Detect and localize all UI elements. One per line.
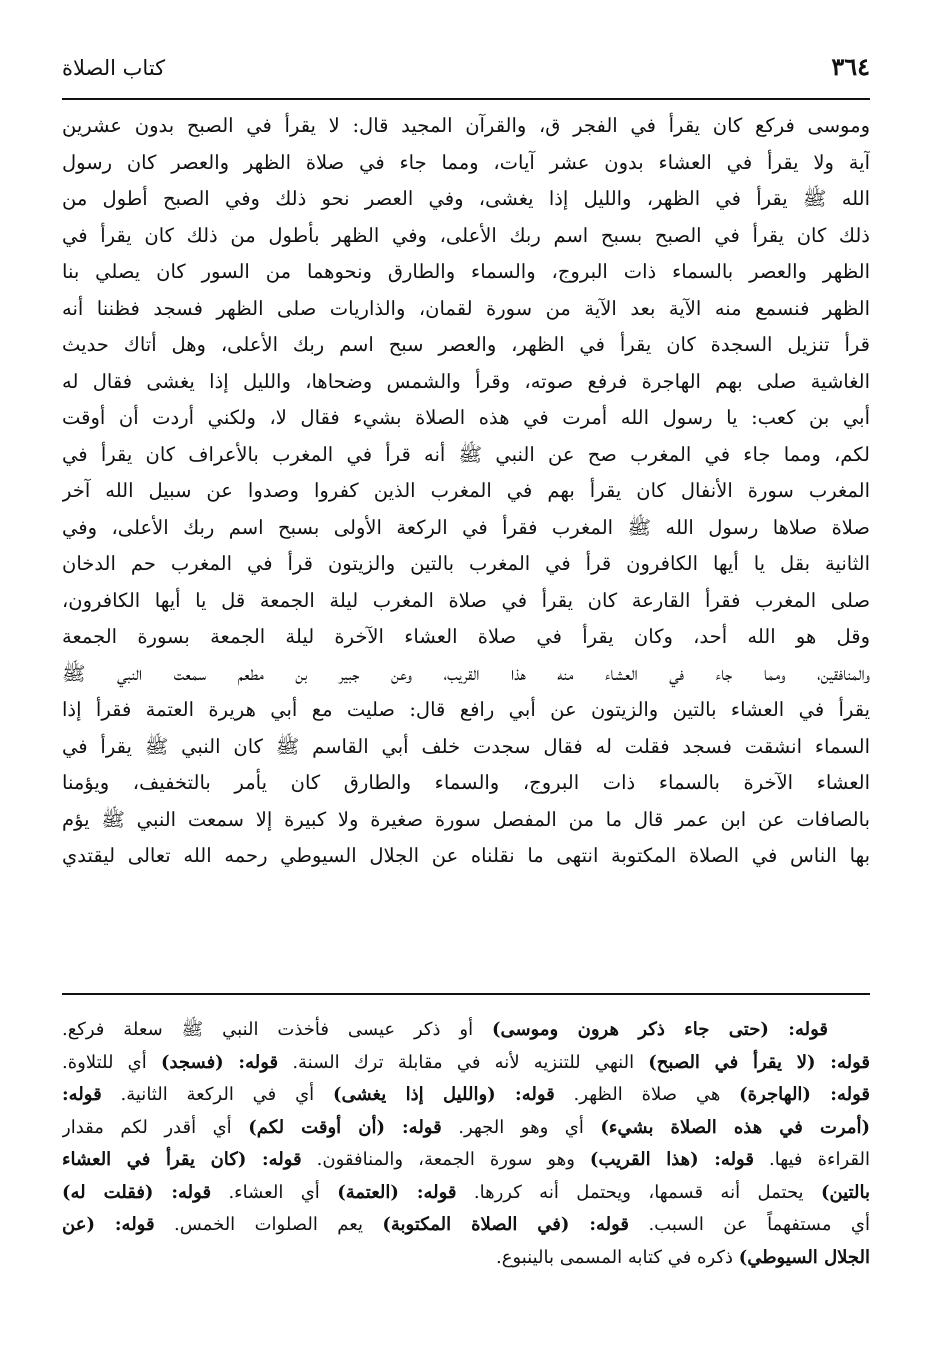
text-line: بالصافات عن ابن عمر قال ما من المفصل سورة صغيرة ولا كبيرة إلا سمعت النبي ﷺ يؤم [62, 807, 870, 831]
footnote-text: أو ذكر عيسى فأخذت النبي ﷺ سعلة فركع. [62, 1019, 492, 1040]
text-line: الغاشية صلى بهم الهاجرة فرفع صوته، وقرأ والشمس وضحاها، والليل إذا يغشى فقال له [62, 369, 870, 393]
text-line: ذلك كان يقرأ في الصبح بسبح اسم ربك الأعلى، وفي الظهر بأطول من ذلك كان يقرأ في [62, 223, 870, 247]
text-line: وموسى فركع كان يقرأ في الفجر ق، والقرآن المجيد قال: لا يقرأ في الصبح بدون عشرين [62, 114, 870, 137]
footnote-term: قوله: (فسجد) [160, 1051, 279, 1073]
text-line: والمنافقين، ومما جاء في العشاء منه هذا القريب، وعن جبير بن مطعم سمعت النبي ﷺ [62, 661, 870, 685]
footnote-term: قوله: (عن [62, 1214, 155, 1235]
footnote-text: أي في الركعة الثانية. [101, 1084, 333, 1105]
footnote-text: أي العشاء. [211, 1181, 338, 1203]
footnotes [62, 1014, 870, 1324]
text-line: بها الناس في الصلاة المكتوبة انتهى ما نقلناه عن الجلال السيوطي رحمه الله تعالى ليقتدي [62, 844, 870, 867]
text-line: أبي بن كعب: يا رسول الله أمرت في هذه الصلاة بشيء فقال لا، ولكني أردت أن أوقت [62, 406, 870, 429]
footnote-term: بالتين) [820, 1181, 870, 1203]
footnote-term: قوله: (كان يقرأ في العشاء [62, 1149, 302, 1170]
footnote-text: يحتمل أنه قسمها، ويحتمل أنه كررها. [456, 1181, 821, 1203]
page-header [62, 52, 870, 92]
footnote-term: قوله: (لا يقرأ في الصبح) [648, 1051, 870, 1073]
footnote-term: قوله: (فقلت له) [62, 1181, 212, 1203]
text-line: المغرب سورة الأنفال كان يقرأ بهم في المغرب الذين كفروا وصدوا عن سبيل الله آخر [62, 479, 870, 502]
footnote-term: قوله: (والليل إذا يغشى) [332, 1084, 555, 1105]
page-number: ٣٦٤ [831, 52, 870, 81]
footnote-line [62, 1242, 870, 1275]
text-line: صلى المغرب فقرأ القارعة كان يقرأ في صلاة المغرب ليلة الجمعة قل يا أيها الكافرون، [62, 588, 870, 612]
text-line: قرأ تنزيل السجدة كان يقرأ في الظهر، والعصر سبح اسم ربك الأعلى، وهل أتاك حديث [62, 333, 870, 356]
footnote-line [62, 1047, 870, 1080]
main-text [62, 108, 870, 986]
footnote-line [62, 1014, 870, 1047]
footnote-term: قوله: (حتى جاء ذكر هرون وموسى) [491, 1019, 828, 1040]
text-line: صلاة صلاها رسول الله ﷺ المغرب فقرأ في الركعة الأولى بسبح اسم ربك الأعلى، وفي [62, 515, 870, 539]
footnote-term: قوله: (هذا القريب) [589, 1149, 754, 1170]
footnote-text: أي مستفهماً عن السبب. [629, 1214, 870, 1235]
footnote-term: قوله: [62, 1084, 102, 1105]
footnote-term: قوله: (أن أوقت لكم) [248, 1116, 442, 1138]
footnote-term: قوله: (في الصلاة المكتوبة) [382, 1214, 630, 1235]
text-line: وقل هو الله أحد، وكان يقرأ في صلاة العشاء الآخرة ليلة الجمعة بسورة الجمعة [62, 625, 870, 648]
footnote-text: ذكره في كتابه المسمى بالينبوع. [495, 1246, 739, 1268]
footnote-text: أي وهو الجهر. [441, 1116, 601, 1138]
footnote-term: الجلال السيوطي) [738, 1246, 870, 1268]
footnote-text: أي للتلاوة. [62, 1051, 161, 1073]
footnote-term: قوله: (الهاجرة) [739, 1084, 870, 1105]
footnote-text: أي أقدر لكم مقدار [62, 1116, 249, 1138]
text-line: آية ولا يقرأ في العشاء بدون عشر آيات، ومما جاء في صلاة الظهر والعصر كان رسول [62, 150, 870, 174]
running-title: كتاب الصلاة [62, 56, 166, 80]
text-line: الظهر والعصر بالسماء ذات البروج، والسماء والطارق ونحوهما من السور كان يصلي بنا [62, 260, 870, 283]
footnote-text: يعم الصلوات الخمس. [154, 1214, 383, 1235]
text-line: يقرأ في العشاء بالتين والزيتون عن أبي رافع قال: صليت مع أبي هريرة العتمة فقرأ إذا [62, 698, 870, 721]
footnote-line [62, 1144, 870, 1177]
text-line: السماء انشقت فسجد فقلت له فقال سجدت خلف أبي القاسم ﷺ كان النبي ﷺ يقرأ في [62, 734, 870, 758]
text-line: لكم، ومما جاء في المغرب صح عن النبي ﷺ أنه قرأ في المغرب بالأعراف كان يقرأ في [62, 442, 870, 466]
text-line: العشاء الآخرة بالسماء ذات البروج، والسماء والطارق كان يأمر بالتخفيف، ويؤمنا [62, 771, 870, 794]
footnote-text: وهو سورة الجمعة، والمنافقون. [301, 1149, 590, 1170]
footnote-text: القراءة فيها. [753, 1149, 870, 1170]
footnote-line [62, 1209, 870, 1242]
footnote-line [62, 1112, 870, 1145]
header-divider [62, 98, 870, 100]
text-line: الظهر فنسمع منه الآية بعد الآية من سورة لقمان، والذاريات صلى الظهر فسجد فظننا أنه [62, 296, 870, 320]
footnote-text: النهي للتنزيه لأنه في مقابلة ترك السنة. [278, 1051, 649, 1073]
footnote-line [62, 1177, 870, 1210]
footnote-term: قوله: (العتمة) [337, 1181, 457, 1203]
text-line: الثانية بقل يا أيها الكافرون قرأ في المغرب بالتين والزيتون قرأ في المغرب حم الدخان [62, 552, 870, 575]
footnote-text: هي صلاة الظهر. [554, 1084, 740, 1105]
footnote-term: (أمرت في هذه الصلاة بشيء) [600, 1116, 870, 1138]
text-line: الله ﷺ يقرأ في الظهر، والليل إذا يغشى، وفي العصر نحو ذلك وفي الصبح أطول من [62, 187, 870, 210]
footnote-line [62, 1079, 870, 1112]
footnote-divider [62, 993, 870, 995]
